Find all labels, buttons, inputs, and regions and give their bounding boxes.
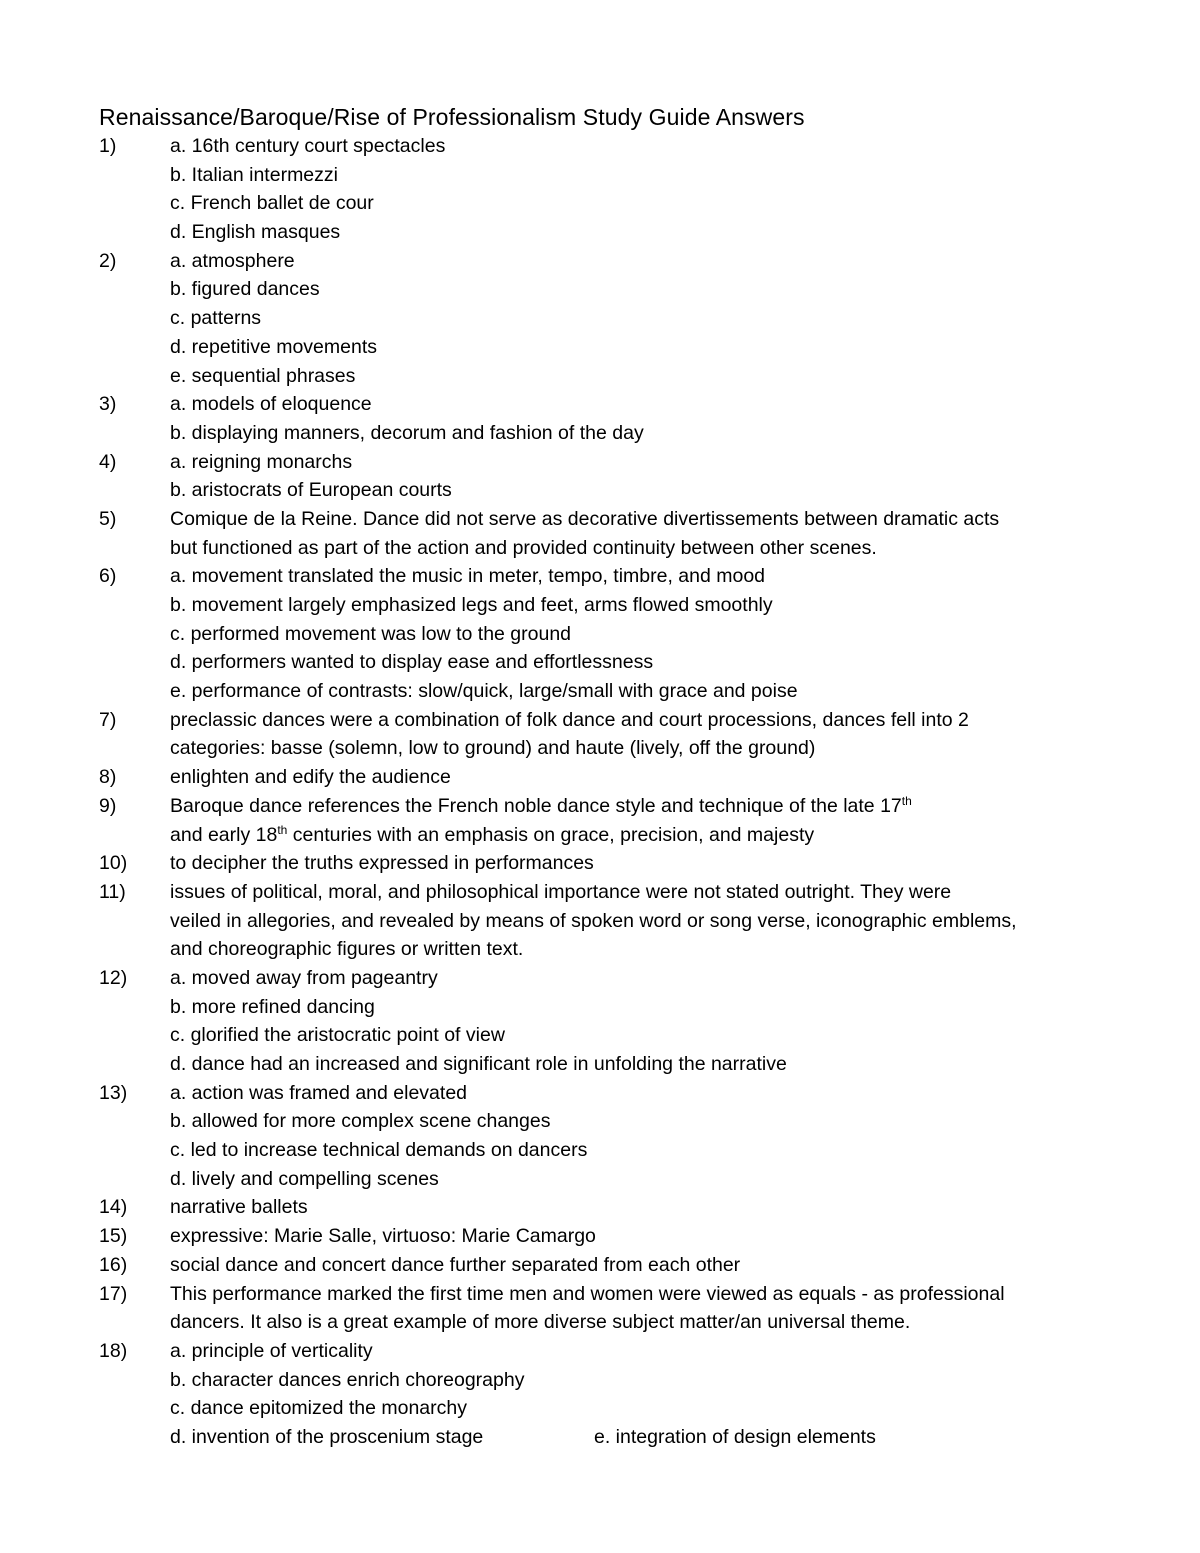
answer-text-main: d. English masques	[170, 221, 341, 244]
answer-text	[170, 333, 377, 362]
answer-line	[99, 620, 1159, 649]
answer-text-main: c. performed movement was low to the ground	[170, 622, 572, 645]
answer-text	[170, 993, 375, 1022]
answer-text	[170, 734, 815, 763]
answer-text	[170, 505, 999, 534]
answer-text	[170, 1394, 467, 1423]
answer-text-main: b. displaying manners, decorum and fashion of the day	[170, 421, 644, 444]
answer-text-main: a. action was framed and elevated	[170, 1081, 468, 1104]
answer-text	[170, 448, 352, 477]
answer-text-main: c. led to increase technical demands on dancers	[170, 1139, 588, 1162]
answer-text	[170, 677, 798, 706]
answer-text-main: c. glorified the aristocratic point of view	[170, 1024, 505, 1047]
answer-line	[99, 1280, 1159, 1309]
answer-text-main: a. 16th century court spectacles	[170, 135, 446, 157]
answer-line	[99, 763, 1159, 792]
answer-line	[99, 591, 1159, 620]
answer-line	[99, 1251, 1159, 1280]
answer-item	[99, 390, 1159, 447]
answer-line	[99, 218, 1159, 247]
answer-text	[170, 907, 1017, 936]
question-number: 9)	[99, 794, 117, 817]
answer-text-main: social dance and concert dance further separated from each other	[170, 1253, 741, 1276]
answer-text	[170, 534, 877, 563]
answer-text-main: veiled in allegories, and revealed by means of spoken word or song verse, iconographic emblems,	[170, 909, 1017, 932]
answer-text-main: Comique de la Reine. Dance did not serve as decorative divertissements between dramatic acts	[170, 507, 1000, 530]
answer-text	[170, 964, 438, 993]
answer-text	[170, 390, 372, 419]
answer-line	[99, 562, 1159, 591]
answer-line	[99, 132, 1159, 161]
answer-text-main: categories: basse (solemn, low to ground) and haute (lively, off the ground)	[170, 737, 816, 760]
document-page	[99, 102, 1159, 1452]
answer-text	[170, 189, 374, 218]
answer-text	[170, 878, 951, 907]
answer-text	[170, 763, 451, 792]
answer-text-main: d. lively and compelling scenes	[170, 1167, 439, 1190]
answer-text	[170, 1308, 910, 1337]
answer-item	[99, 878, 1159, 964]
answer-text	[170, 419, 644, 448]
answer-item	[99, 505, 1159, 562]
answer-text	[170, 1251, 740, 1280]
answer-line	[99, 1165, 1159, 1194]
answer-text-main: c. patterns	[170, 307, 262, 330]
answer-line	[99, 161, 1159, 190]
answer-text	[170, 1366, 524, 1395]
answer-line	[99, 792, 1159, 821]
answer-item	[99, 1251, 1159, 1280]
answer-text-main: preclassic dances were a combination of folk dance and court processions, dances fell into 2	[170, 708, 969, 731]
answer-line	[99, 677, 1159, 706]
answer-line	[99, 1107, 1159, 1136]
answer-list	[99, 132, 1159, 1452]
answer-text-main: a. atmosphere	[170, 249, 295, 272]
answer-text-continued: centuries with an emphasis on grace, precision, and majesty	[287, 823, 815, 846]
answer-line	[99, 964, 1159, 993]
answer-text	[170, 1050, 787, 1079]
answer-line	[99, 907, 1159, 936]
question-number: 17)	[99, 1282, 128, 1305]
answer-text	[170, 1136, 587, 1165]
question-number: 6)	[99, 565, 117, 588]
answer-text	[170, 821, 814, 850]
answer-line	[99, 275, 1159, 304]
answer-line	[99, 247, 1159, 276]
answer-text	[170, 1165, 439, 1194]
answer-text-main: e. sequential phrases	[170, 364, 356, 387]
answer-line	[99, 419, 1159, 448]
question-number: 10)	[99, 852, 128, 875]
answer-line	[99, 189, 1159, 218]
answer-text	[170, 1021, 505, 1050]
answer-line	[99, 505, 1159, 534]
answer-text	[170, 247, 295, 276]
answer-text-main: b. more refined dancing	[170, 995, 375, 1018]
answer-item	[99, 1337, 1159, 1452]
answer-text	[170, 1107, 550, 1136]
answer-item	[99, 448, 1159, 505]
answer-line	[99, 390, 1159, 419]
answer-line	[99, 1193, 1159, 1222]
answer-text-main: d. invention of the proscenium stage	[170, 1425, 484, 1448]
answer-text	[170, 562, 765, 591]
question-number: 16)	[99, 1253, 128, 1276]
answer-text-main: This performance marked the first time men and women were viewed as equals - as professional	[170, 1282, 1005, 1305]
superscript: th	[277, 822, 288, 837]
answer-text-main: and choreographic figures or written text.	[170, 938, 524, 961]
answer-text	[170, 275, 320, 304]
answer-item	[99, 562, 1159, 705]
question-number: 1)	[99, 135, 117, 157]
answer-text	[170, 218, 340, 247]
answer-line	[99, 878, 1159, 907]
answer-item	[99, 849, 1159, 878]
answer-item	[99, 132, 1159, 247]
answer-line	[99, 333, 1159, 362]
answer-text	[170, 1423, 483, 1452]
answer-item	[99, 1222, 1159, 1251]
answer-text-main: a. models of eloquence	[170, 393, 372, 416]
question-number: 15)	[99, 1225, 128, 1248]
answer-item	[99, 1079, 1159, 1194]
answer-line	[99, 448, 1159, 477]
answer-line	[99, 706, 1159, 735]
page-title: Renaissance/Baroque/Rise of Professionalism Study Guide Answers	[99, 104, 805, 130]
answer-item	[99, 1193, 1159, 1222]
answer-line	[99, 534, 1159, 563]
answer-text-main: e. performance of contrasts: slow/quick, large/small with grace and poise	[170, 680, 798, 703]
answer-line	[99, 1079, 1159, 1108]
answer-line	[99, 1021, 1159, 1050]
answer-line	[99, 476, 1159, 505]
answer-item	[99, 763, 1159, 792]
answer-text	[170, 476, 452, 505]
answer-line	[99, 935, 1159, 964]
answer-text	[170, 1280, 1005, 1309]
question-number: 14)	[99, 1196, 128, 1219]
answer-text-main: b. allowed for more complex scene changes	[170, 1110, 551, 1133]
answer-text	[170, 648, 653, 677]
answer-line	[99, 1136, 1159, 1165]
answer-text-main: Baroque dance references the French noble dance style and technique of the late 17	[170, 794, 902, 817]
answer-text-main: b. Italian intermezzi	[170, 163, 338, 186]
answer-item	[99, 792, 1159, 849]
answer-text	[170, 620, 571, 649]
question-number: 4)	[99, 450, 117, 473]
answer-text-main: issues of political, moral, and philosophical importance were not stated outright. They were	[170, 880, 952, 903]
question-number: 11)	[99, 880, 126, 903]
answer-line	[99, 304, 1159, 333]
answer-text	[170, 1079, 467, 1108]
answer-text-main: d. repetitive movements	[170, 335, 378, 358]
answer-line	[99, 1366, 1159, 1395]
answer-text	[170, 132, 445, 161]
answer-text-main: dancers. It also is a great example of more diverse subject matter/an universal theme.	[170, 1311, 911, 1334]
answer-line	[99, 849, 1159, 878]
question-number: 2)	[99, 249, 117, 272]
answer-item	[99, 1280, 1159, 1337]
answer-line	[99, 1222, 1159, 1251]
answer-text-main: enlighten and edify the audience	[170, 766, 451, 789]
answer-text	[170, 304, 261, 333]
answer-item	[99, 964, 1159, 1079]
question-number: 5)	[99, 507, 117, 530]
answer-text	[170, 1222, 596, 1251]
answer-line	[99, 821, 1159, 850]
answer-text-main: narrative ballets	[170, 1196, 308, 1219]
answer-text	[170, 849, 594, 878]
question-number: 7)	[99, 708, 117, 731]
answer-line	[99, 1050, 1159, 1079]
answer-text	[170, 1337, 373, 1366]
answer-text-main: a. reigning monarchs	[170, 450, 353, 473]
answer-line	[99, 1394, 1159, 1423]
answer-line	[99, 734, 1159, 763]
answer-line	[99, 993, 1159, 1022]
answer-text-main: a. movement translated the music in meter, tempo, timbre, and mood	[170, 565, 766, 588]
answer-text-main: b. aristocrats of European courts	[170, 479, 452, 502]
answer-text-main: and early 18	[170, 823, 278, 846]
answer-text-main: a. principle of verticality	[170, 1339, 373, 1362]
answer-line	[99, 362, 1159, 391]
question-number: 18)	[99, 1339, 128, 1362]
answer-text-main: expressive: Marie Salle, virtuoso: Marie Camargo	[170, 1225, 596, 1248]
answer-text-main: b. figured dances	[170, 278, 320, 301]
answer-line	[99, 648, 1159, 677]
answer-text	[170, 1193, 308, 1222]
question-number: 13)	[99, 1081, 128, 1104]
answer-text	[170, 591, 773, 620]
answer-line	[99, 1337, 1159, 1366]
question-number: 8)	[99, 766, 117, 789]
answer-text	[170, 362, 355, 391]
answer-line	[99, 1308, 1159, 1337]
answer-text-main: but functioned as part of the action and provided continuity between other scenes.	[170, 536, 877, 559]
answer-line	[99, 1423, 1159, 1452]
question-number: 3)	[99, 393, 117, 416]
answer-text-main: c. French ballet de cour	[170, 192, 374, 215]
answer-text-main: b. character dances enrich choreography	[170, 1368, 525, 1391]
answer-text	[170, 792, 912, 821]
superscript: th	[901, 793, 912, 808]
answer-text-main: d. dance had an increased and significant role in unfolding the narrative	[170, 1053, 787, 1075]
answer-text-main: to decipher the truths expressed in performances	[170, 852, 594, 875]
answer-item	[99, 247, 1159, 390]
answer-item	[99, 706, 1159, 763]
answer-text-second-column: e. integration of design elements	[594, 1425, 876, 1448]
question-number: 12)	[99, 966, 128, 989]
answer-text	[170, 161, 338, 190]
answer-text-main: b. movement largely emphasized legs and feet, arms flowed smoothly	[170, 594, 773, 616]
answer-text-main: a. moved away from pageantry	[170, 966, 438, 989]
answer-text	[170, 935, 523, 964]
answer-text-main: c. dance epitomized the monarchy	[170, 1397, 467, 1420]
answer-text-main: d. performers wanted to display ease and effortlessness	[170, 651, 654, 674]
answer-text	[170, 706, 969, 735]
